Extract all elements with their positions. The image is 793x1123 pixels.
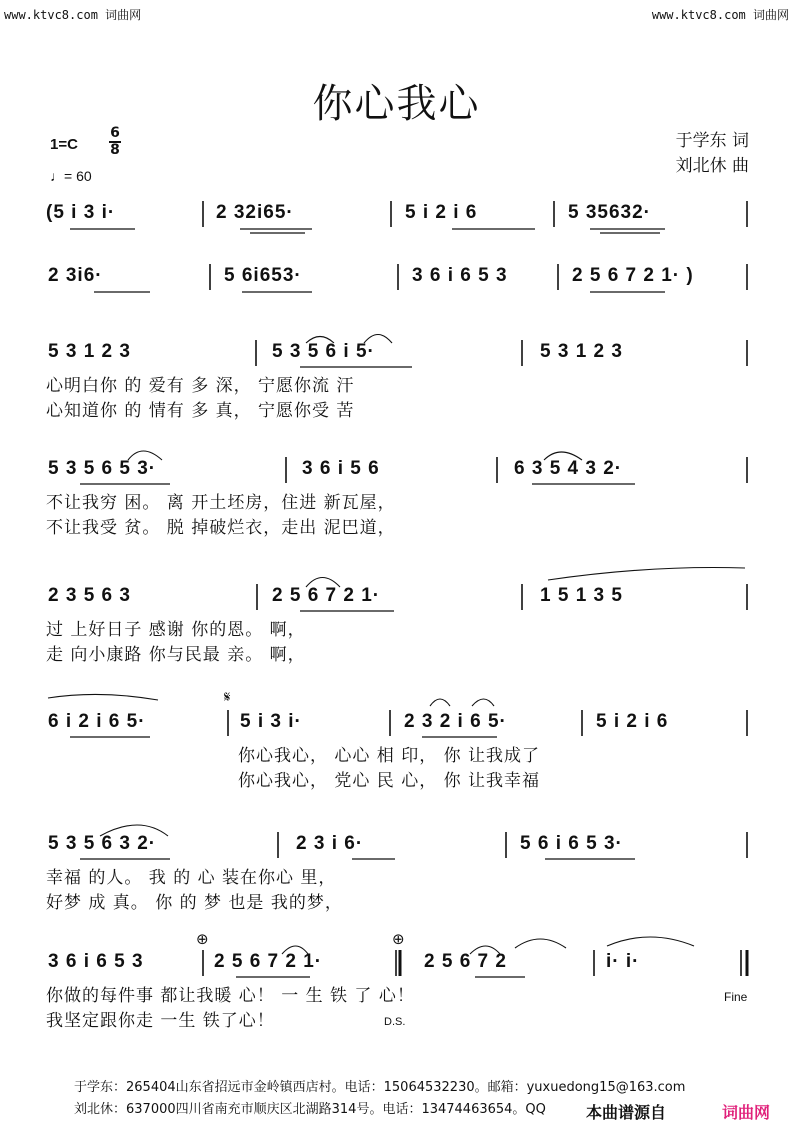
notation-measure: 2 3i6· xyxy=(48,265,103,286)
composer-credit: 刘北休 曲 xyxy=(675,156,749,176)
lyric-line: 幸福 的人。 我 的 心 装在你心 里， xyxy=(46,868,337,888)
notation-measure: 2 3 i 6· xyxy=(296,833,364,854)
lyric-line: 心明白你 的 爱有 多 深， 宁愿你流 汗 xyxy=(46,376,355,396)
notation-measure: 5 3 5 6 i 5· xyxy=(272,341,375,362)
source-watermark: 本曲谱源自 xyxy=(584,1100,668,1123)
notation-measure: (5 i 3 i· xyxy=(46,202,116,223)
lyric-line: 好梦 成 真。 你 的 梦 也是 我的梦， xyxy=(46,893,343,913)
lyric-line: 我坚定跟你走 一生 铁了心！ xyxy=(46,1011,275,1031)
segno-icon: 𝄋 xyxy=(224,688,231,706)
notation-measure: 5 i 2 i 6 xyxy=(596,711,669,732)
page-title: 你心我心 xyxy=(312,81,481,127)
quarter-note-icon: ♩ xyxy=(50,168,64,184)
header-left-url[interactable]: www.ktvc8.com 词曲网 xyxy=(4,8,142,22)
notation-measure: 5 i 2 i 6 xyxy=(405,202,478,223)
lyric-line: 过 上好日子 感谢 你的恩。 啊， xyxy=(46,620,306,640)
footer-composer-contact: 刘北休：637000四川省南充市顺庆区北湖路314号。电话：13474463654。QQ xyxy=(74,1102,546,1117)
brand-watermark[interactable]: 词曲网 xyxy=(722,1103,771,1122)
time-sig-top: 6 xyxy=(110,125,120,141)
notation-measure: 5 6i653· xyxy=(224,265,302,286)
notation-measure: 5 3 1 2 3 xyxy=(540,341,623,362)
notation-measure: 5 i 3 i· xyxy=(240,711,302,732)
notation-measure: i· i· xyxy=(606,951,640,972)
lyric-line: 不让我受 贫。 脱 掉破烂衣，走出 泥巴道， xyxy=(46,518,396,538)
notation-measure: 5 3 1 2 3 xyxy=(48,341,131,362)
fine-marking: Fine xyxy=(724,990,748,1004)
notation-measure: 3 6 i 5 6 xyxy=(302,458,380,479)
time-sig-bottom: 8 xyxy=(110,141,120,158)
lyric-line: 你做的每件事 都让我暖 心！ 一 生 铁 了 心！ xyxy=(46,986,415,1006)
notation-measure: 3 6 i 6 5 3 xyxy=(48,951,144,972)
lyricist-credit: 于学东 词 xyxy=(675,131,749,151)
notation-measure: 6 3 5 4 3 2· xyxy=(514,458,623,479)
ds-marking: D.S. xyxy=(384,1016,406,1028)
notation-measure: 2 3 5 6 3 xyxy=(48,585,131,606)
notation-measure: 2 32i65· xyxy=(216,202,294,223)
tempo-value: = 60 xyxy=(64,168,92,184)
notation-measure: 6 i 2 i 6 5· xyxy=(48,711,146,732)
header-right-url[interactable]: www.ktvc8.com 词曲网 xyxy=(651,8,789,22)
lyric-line: 你心我心， 心心 相 印， 你 让我成了 xyxy=(238,746,541,766)
notation-measure: 5 3 5 6 3 2· xyxy=(48,833,157,854)
lyric-line: 心知道你 的 情有 多 真， 宁愿你受 苦 xyxy=(46,401,355,421)
notation-measure: 2 5 6 7 2 1· ) xyxy=(572,265,694,286)
notation-measure: 2 5 6 7 2 1· xyxy=(214,951,323,972)
coda-icon: ⊕ xyxy=(196,930,209,948)
notation-measure: 2 5 6 7 2 xyxy=(424,951,507,972)
notation-measure: 5 3 5 6 5 3· xyxy=(48,458,157,479)
notation-measure: 5 35632· xyxy=(568,202,652,223)
footer-lyricist-contact: 于学东：265404山东省招远市金岭镇西店村。电话：15064532230。邮箱：yuxuedong15@163.com xyxy=(74,1080,686,1095)
notation-measure: 2 5 6 7 2 1· xyxy=(272,585,381,606)
coda-icon-2: ⊕ xyxy=(392,930,405,948)
lyric-line: 走 向小康路 你与民最 亲。 啊， xyxy=(46,645,306,665)
key-signature: 1=C xyxy=(50,136,78,153)
notation-measure: 1 5 1 3 5 xyxy=(540,585,623,606)
lyric-line: 你心我心， 党心 民 心， 你 让我幸福 xyxy=(238,771,541,791)
notation-measure: 2 3 2 i 6 5· xyxy=(404,711,507,732)
lyric-line: 不让我穷 困。 离 开土坯房，住进 新瓦屋， xyxy=(46,493,396,513)
notation-measure: 5 6 i 6 5 3· xyxy=(520,833,623,854)
notation-measure: 3 6 i 6 5 3 xyxy=(412,265,508,286)
